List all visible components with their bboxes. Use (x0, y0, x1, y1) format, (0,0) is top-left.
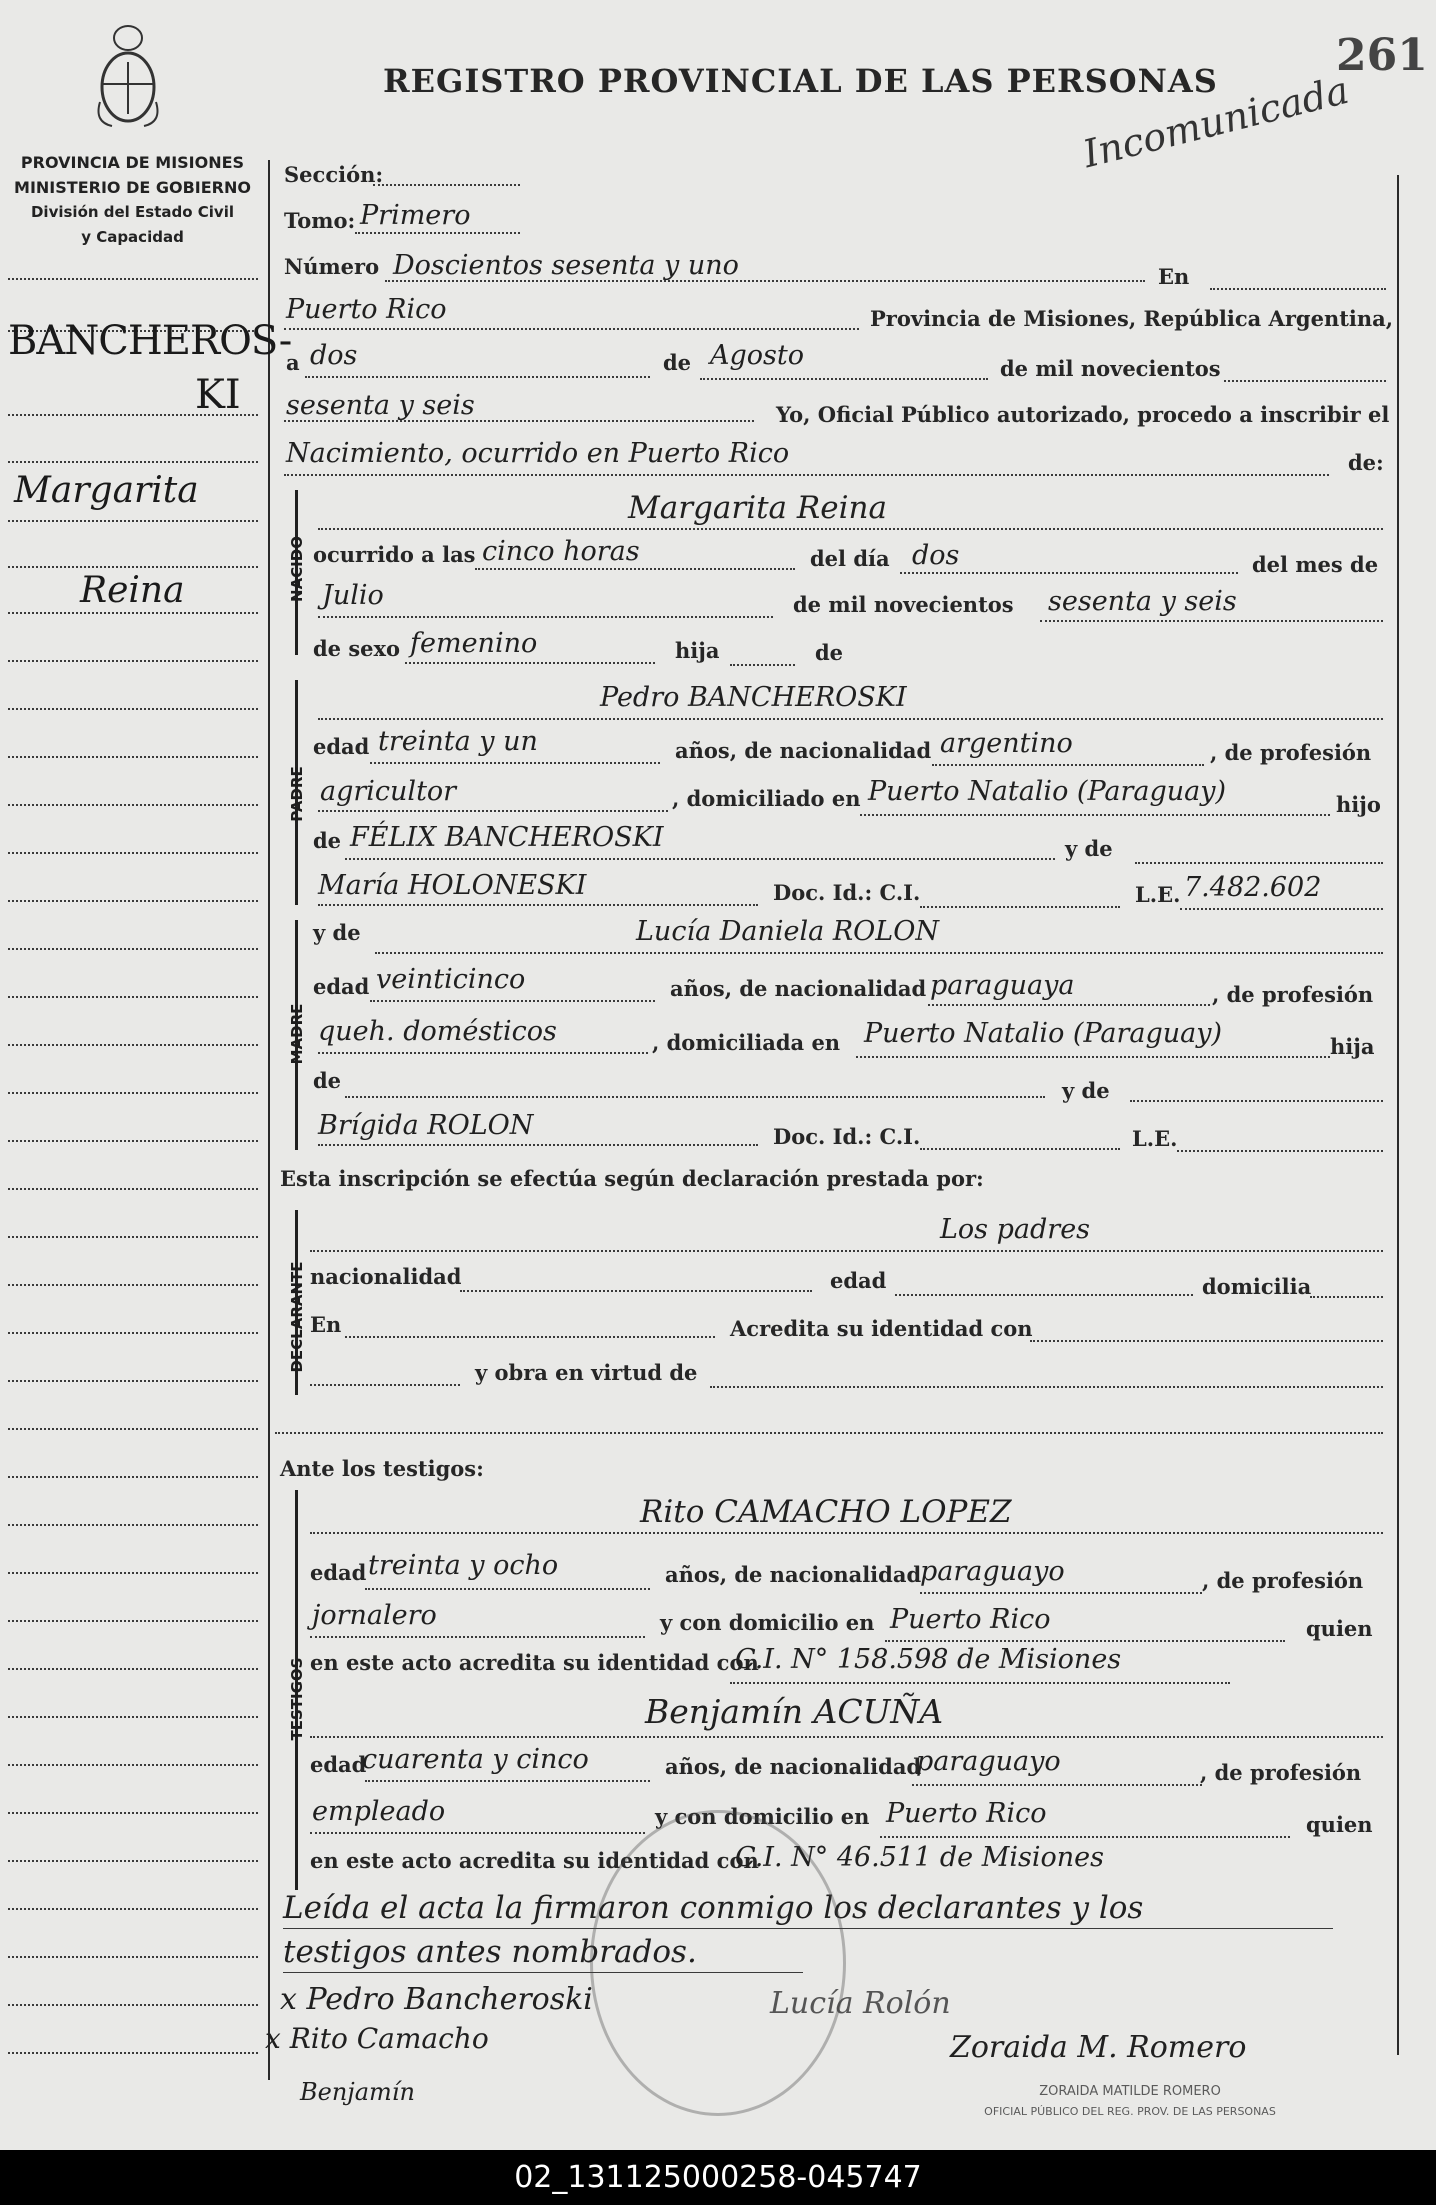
dotted-line (895, 1294, 1193, 1296)
margin-line (8, 1284, 258, 1286)
value-testigo2-nombre: Benjamín ACUÑA (645, 1692, 944, 1731)
margin-line (8, 1476, 258, 1478)
value-madre-edad: veinticinco (376, 964, 526, 995)
dotted-line (928, 1004, 1210, 1006)
margin-line (8, 520, 258, 522)
value-madre-nombre: Lucía Daniela ROLON (636, 916, 939, 947)
margin-line (8, 1668, 258, 1670)
dotted-line (318, 616, 773, 618)
margin-line (8, 1572, 258, 1574)
margin-line (8, 2052, 258, 2054)
dotted-line (730, 664, 795, 666)
label-anos-nacionalidad: años, de nacionalidad (675, 738, 932, 763)
section-label-declarante: DECLARANTE (288, 1261, 306, 1373)
label-de-2: de (815, 640, 844, 665)
label-anos-nacionalidad-2: años, de nacionalidad (670, 976, 927, 1001)
label-obra-en-virtud: y obra en virtud de (475, 1360, 698, 1385)
value-padre-le: 7.482.602 (1184, 872, 1322, 903)
signature-extra: Benjamín (300, 2078, 415, 2106)
value-numero: Doscientos sesenta y uno (393, 250, 739, 281)
signature-madre: Lucía Rolón (770, 1986, 951, 2021)
image-caption: 02_131125000258-045747 (0, 2150, 1436, 2205)
label-de-4: de (313, 1068, 342, 1093)
value-abuela-paterna: María HOLONESKI (318, 870, 587, 901)
margin-line (8, 1956, 258, 1958)
closing-line-1: Leída el acta la firmaron conmigo los declarantes y los (283, 1890, 1144, 1926)
label-y-de-2: y de (313, 920, 361, 945)
label-hija: hija (675, 638, 720, 663)
value-padre-nombre: Pedro BANCHEROSKI (600, 682, 907, 713)
label-y-con-domicilio: y con domicilio en (660, 1610, 875, 1635)
institution-line: y Capacidad (81, 228, 184, 246)
label-de-sexo: de sexo (313, 636, 401, 661)
value-testigo2-id: C.I. N° 46.511 de Misiones (735, 1842, 1104, 1873)
dotted-line (1030, 1340, 1383, 1342)
margin-line (8, 1140, 258, 1142)
dotted-line (860, 814, 1330, 816)
label-nacionalidad: nacionalidad (310, 1264, 462, 1289)
value-padre-profesion: agricultor (320, 776, 457, 807)
dotted-line (318, 1144, 758, 1146)
margin-first-name: Margarita (14, 470, 199, 511)
margin-line (8, 1716, 258, 1718)
dotted-line (365, 1780, 650, 1782)
dotted-line (880, 1836, 1290, 1838)
margin-line (8, 1812, 258, 1814)
margin-surname: BANCHEROS- (8, 318, 292, 364)
margin-line (8, 708, 258, 710)
stamp-annotation: Incomunicada (1078, 67, 1353, 177)
dotted-line (373, 184, 520, 186)
label-de-colon: de: (1348, 450, 1384, 475)
dotted-line (370, 1000, 655, 1002)
coat-of-arms-emblem (92, 22, 164, 132)
label-quien-2: quien (1306, 1812, 1373, 1837)
label-del-mes: del mes de (1252, 552, 1379, 577)
value-mes-nac: Julio (322, 580, 384, 611)
label-de-mil-novecientos: de mil novecientos (1000, 356, 1221, 381)
value-madre-profesion: queh. domésticos (318, 1016, 557, 1047)
dotted-line (475, 568, 795, 570)
margin-line (8, 852, 258, 854)
dotted-line (284, 474, 1329, 476)
value-testigo1-nacionalidad: paraguayo (920, 1556, 1065, 1587)
label-de-profesion: , de profesión (1210, 740, 1372, 765)
margin-line (8, 1860, 258, 1862)
document-title: REGISTRO PROVINCIAL DE LAS PERSONAS (383, 62, 1218, 100)
value-testigo2-nacionalidad: paraguayo (916, 1746, 1061, 1777)
value-dia-nac: dos (912, 540, 960, 571)
value-testigo1-id: C.I. N° 158.598 de Misiones (735, 1644, 1122, 1675)
label-doc-id-2: Doc. Id.: C.I. (773, 1124, 921, 1149)
frame-left-line (268, 160, 270, 2080)
page-number: 261 (1336, 30, 1428, 81)
margin-line (8, 1044, 258, 1046)
margin-line (8, 2004, 258, 2006)
signature-testigo: x Rito Camacho (265, 2022, 489, 2055)
margin-line (8, 996, 258, 998)
dotted-line (856, 1056, 1330, 1058)
dotted-line (305, 376, 650, 378)
margin-line (8, 1764, 258, 1766)
signature-padre: x Pedro Bancheroski (280, 1982, 593, 2017)
margin-line (8, 1428, 258, 1430)
label-edad-5: edad (310, 1752, 367, 1777)
label-ante-testigos: Ante los testigos: (280, 1456, 484, 1481)
margin-line (8, 566, 258, 568)
value-padre-nacionalidad: argentino (940, 728, 1073, 759)
dotted-line (920, 1592, 1202, 1594)
value-abuelo-paterno: FÉLIX BANCHEROSKI (350, 822, 664, 853)
institution-line: MINISTERIO DE GOBIERNO (14, 178, 251, 197)
margin-line (8, 1524, 258, 1526)
label-doc-id: Doc. Id.: C.I. (773, 880, 921, 905)
dotted-line (912, 1784, 1202, 1786)
margin-line (8, 1380, 258, 1382)
label-de-profesion-3: , de profesión (1202, 1568, 1364, 1593)
label-edad-4: edad (310, 1560, 367, 1585)
label-hijo: hijo (1336, 792, 1381, 817)
dotted-line (932, 764, 1204, 766)
dotted-line (460, 1290, 812, 1292)
value-mes: Agosto (710, 340, 804, 371)
label-esta-inscripcion: Esta inscripción se efectúa según declaración prestada por: (280, 1166, 984, 1191)
value-acto: Nacimiento, ocurrido en Puerto Rico (286, 438, 790, 469)
value-madre-domicilio: Puerto Natalio (Paraguay) (864, 1018, 1223, 1049)
value-sexo: femenino (410, 628, 538, 659)
margin-line (8, 1188, 258, 1190)
margin-surname-suffix: KI (195, 372, 241, 418)
margin-line (8, 948, 258, 950)
label-edad-2: edad (313, 974, 370, 999)
dotted-line (730, 1682, 1230, 1684)
margin-line (8, 804, 258, 806)
value-padre-domicilio: Puerto Natalio (Paraguay) (868, 776, 1227, 807)
section-label-padre: PADRE (288, 766, 306, 822)
label-provincia: Provincia de Misiones, República Argentina, (870, 306, 1394, 331)
label-domicilia: domicilia (1202, 1274, 1312, 1299)
dotted-line (1040, 620, 1383, 622)
dotted-line (710, 1386, 1383, 1388)
dotted-line (345, 858, 1055, 860)
margin-line (8, 1332, 258, 1334)
officer-stamp (930, 2082, 1330, 2122)
institution-line: PROVINCIA DE MISIONES (20, 153, 245, 172)
margin-line (8, 1620, 258, 1622)
label-a: a (286, 350, 300, 375)
dotted-line (310, 1736, 1383, 1738)
value-padre-edad: treinta y un (378, 726, 538, 757)
dotted-line (920, 1148, 1120, 1150)
value-hora: cinco horas (482, 536, 640, 567)
margin-line (8, 756, 258, 758)
dotted-line (345, 1336, 715, 1338)
dotted-line (920, 906, 1120, 908)
value-dia: dos (310, 340, 358, 371)
label-en-este-acto: en este acto acredita su identidad con (310, 1650, 759, 1675)
dotted-line (355, 232, 520, 234)
value-declarante: Los padres (940, 1214, 1091, 1245)
value-testigo1-nombre: Rito CAMACHO LOPEZ (640, 1494, 1012, 1530)
value-tomo: Primero (360, 200, 471, 231)
margin-line (8, 278, 258, 280)
dotted-line (1310, 1296, 1383, 1298)
dotted-line (365, 1588, 650, 1590)
value-lugar: Puerto Rico (286, 294, 447, 325)
margin-line (8, 1908, 258, 1910)
label-edad: edad (313, 734, 370, 759)
dotted-line (318, 528, 1383, 530)
dotted-line (275, 1432, 1383, 1434)
label-y-de-3: y de (1062, 1078, 1110, 1103)
margin-line (8, 900, 258, 902)
dotted-line (318, 904, 758, 906)
margin-second-name: Reina (80, 570, 185, 611)
margin-line (8, 461, 258, 463)
dotted-line (1135, 862, 1383, 864)
label-de-profesion-2: , de profesión (1212, 982, 1374, 1007)
label-de-mil-nov-2: de mil novecientos (793, 592, 1014, 617)
label-y-de: y de (1065, 836, 1113, 861)
signature-oficial: Zoraida M. Romero (950, 2030, 1247, 2065)
dotted-line (370, 762, 660, 764)
dotted-line (1180, 908, 1383, 910)
label-tomo: Tomo: (284, 208, 356, 233)
label-en-este-acto-2: en este acto acredita su identidad con (310, 1848, 759, 1873)
value-anio: sesenta y seis (286, 390, 475, 421)
official-seal (590, 1810, 846, 2116)
dotted-line (310, 1832, 645, 1834)
dotted-line (310, 1636, 645, 1638)
dotted-line (310, 1532, 1383, 1534)
label-numero: Número (284, 254, 380, 279)
institution-line: División del Estado Civil (30, 203, 234, 221)
dotted-line (310, 1384, 460, 1386)
value-testigo1-edad: treinta y ocho (368, 1550, 559, 1581)
margin-line (8, 612, 258, 614)
label-de-profesion-4: , de profesión (1200, 1760, 1362, 1785)
label-anos-nacionalidad-4: años, de nacionalidad (665, 1754, 922, 1779)
label-en-2: En (310, 1312, 342, 1337)
section-label-madre: MADRE (288, 1003, 306, 1065)
officer-stamp-name: ZORAIDA MATILDE ROMERO (1039, 2084, 1221, 2099)
label-quien: quien (1306, 1616, 1373, 1641)
officer-stamp-title: OFICIAL PÚBLICO DEL REG. PROV. DE LAS PERSONAS (984, 2105, 1276, 2118)
label-edad-3: edad (830, 1268, 887, 1293)
label-yo-oficial: Yo, Oficial Público autorizado, procedo a inscribir el (776, 402, 1390, 427)
closing-line-2: testigos antes nombrados. (283, 1934, 697, 1970)
dotted-line (318, 810, 668, 812)
label-seccion: Sección: (284, 162, 384, 187)
margin-line (8, 1092, 258, 1094)
section-label-nacido: NACIDO (288, 536, 306, 602)
frame-right-line (1397, 175, 1399, 2055)
value-testigo2-profesion: empleado (312, 1796, 446, 1827)
section-label-testigos: TESTIGOS (288, 1657, 306, 1741)
dotted-line (284, 328, 859, 330)
dotted-line (1210, 288, 1386, 290)
value-nombre: Margarita Reina (628, 490, 887, 526)
dotted-line (1224, 380, 1386, 382)
label-y-con-domicilio-2: y con domicilio en (655, 1804, 870, 1829)
label-ocurrido: ocurrido a las (313, 542, 476, 567)
value-testigo2-edad: cuarenta y cinco (362, 1744, 589, 1775)
dotted-line (1177, 1150, 1383, 1152)
label-de-3: de (313, 828, 342, 853)
label-de: de (663, 350, 692, 375)
value-testigo1-profesion: jornalero (312, 1600, 437, 1631)
value-abuela-materna: Brígida ROLON (318, 1110, 534, 1141)
dotted-line (1130, 1100, 1383, 1102)
label-anos-nacionalidad-3: años, de nacionalidad (665, 1562, 922, 1587)
dotted-line (375, 952, 1383, 954)
dotted-line (318, 1052, 648, 1054)
label-acredita: Acredita su identidad con (730, 1316, 1033, 1341)
margin-line (8, 660, 258, 662)
label-le: L.E. (1135, 882, 1181, 907)
value-testigo1-domicilio: Puerto Rico (890, 1604, 1051, 1635)
dotted-line (310, 1250, 1383, 1252)
dotted-line (318, 718, 1383, 720)
label-domiciliada-en: , domiciliada en (652, 1030, 841, 1055)
value-testigo2-domicilio: Puerto Rico (886, 1798, 1047, 1829)
label-hija-2: hija (1330, 1034, 1375, 1059)
dotted-line (885, 1640, 1285, 1642)
margin-line (8, 1236, 258, 1238)
label-domiciliado-en: , domiciliado en (672, 786, 861, 811)
dotted-line (900, 572, 1238, 574)
value-madre-nacionalidad: paraguaya (930, 970, 1075, 1001)
label-le-2: L.E. (1132, 1126, 1178, 1151)
dotted-line (405, 662, 655, 664)
label-en: En (1158, 264, 1190, 289)
dotted-line (345, 1096, 1045, 1098)
label-del-dia: del día (810, 546, 890, 571)
dotted-line (700, 378, 988, 380)
institution-block (5, 150, 260, 250)
value-anio-nac: sesenta y seis (1048, 586, 1237, 617)
